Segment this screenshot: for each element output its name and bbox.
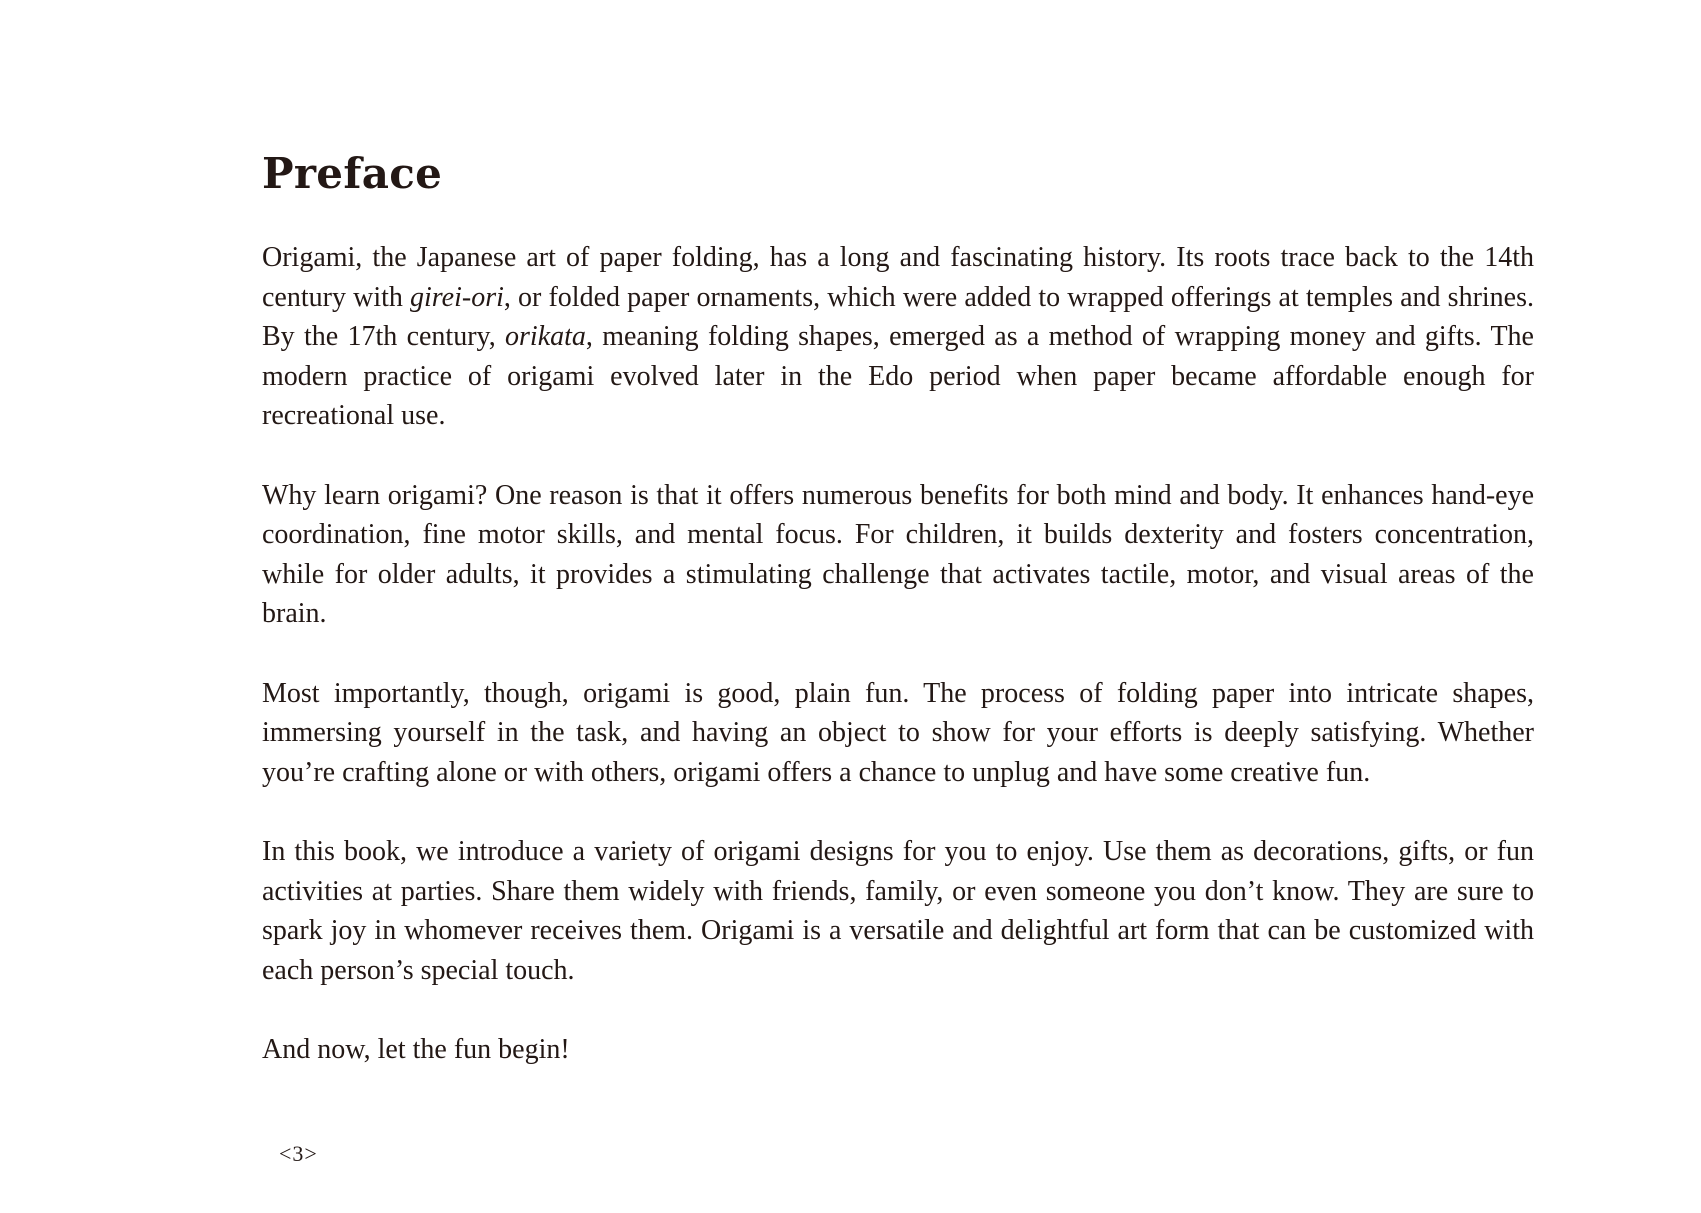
paragraph (262, 832, 1534, 990)
text-segment: Why learn origami? One reason is that it offers numerous benefits for both mind and body. It enhances hand-eye coordination, fine motor skills, and mental focus. For children, it builds dexterity and fosters concentration, while for older adults, it provides a stimulating challenge that activates tactile, motor, and visual areas of the brain. (262, 479, 1534, 630)
text-segment: Origami, the Japanese art of paper folding, has a long and fascinating history. Its roots trace back to the 14th century with (262, 242, 1534, 313)
body-text (262, 238, 1534, 1069)
page-number: <3> (279, 1141, 318, 1166)
italic-term: orikata (505, 321, 586, 353)
italic-term: girei-ori (410, 281, 504, 313)
paragraph (262, 1030, 1534, 1070)
paragraph (262, 674, 1534, 793)
text-segment: , or folded paper ornaments, which were added to wrapped offerings at temples and shrines. By the 17th century, (262, 281, 1534, 353)
page-title: Preface (262, 149, 443, 198)
paragraph (262, 476, 1534, 634)
text-segment: Most importantly, though, origami is good, plain fun. The process of folding paper into intricate shapes, immersing yourself in the task, and having an object to show for your efforts is deeply satisfying. Whether you’re crafting alone or with others, origami offers a chance to unplug and have some creative fun. (262, 677, 1534, 788)
text-segment: In this book, we introduce a variety of origami designs for you to enjoy. Use them as decorations, gifts, or fun activities at parties. Share them widely with friends, family, or even someone you don’t know. They are sure to spark joy in whomever receives them. Origami is a versatile and delightful art form that can be customized with each person’s special touch. (262, 835, 1534, 986)
paragraph (262, 238, 1534, 436)
text-segment: , meaning folding shapes, emerged as a method of wrapping money and gifts. The modern practice of origami evolved later in the Edo period when paper became affordable enough for recreational use. (262, 321, 1534, 432)
text-segment: And now, let the fun begin! (262, 1033, 570, 1065)
